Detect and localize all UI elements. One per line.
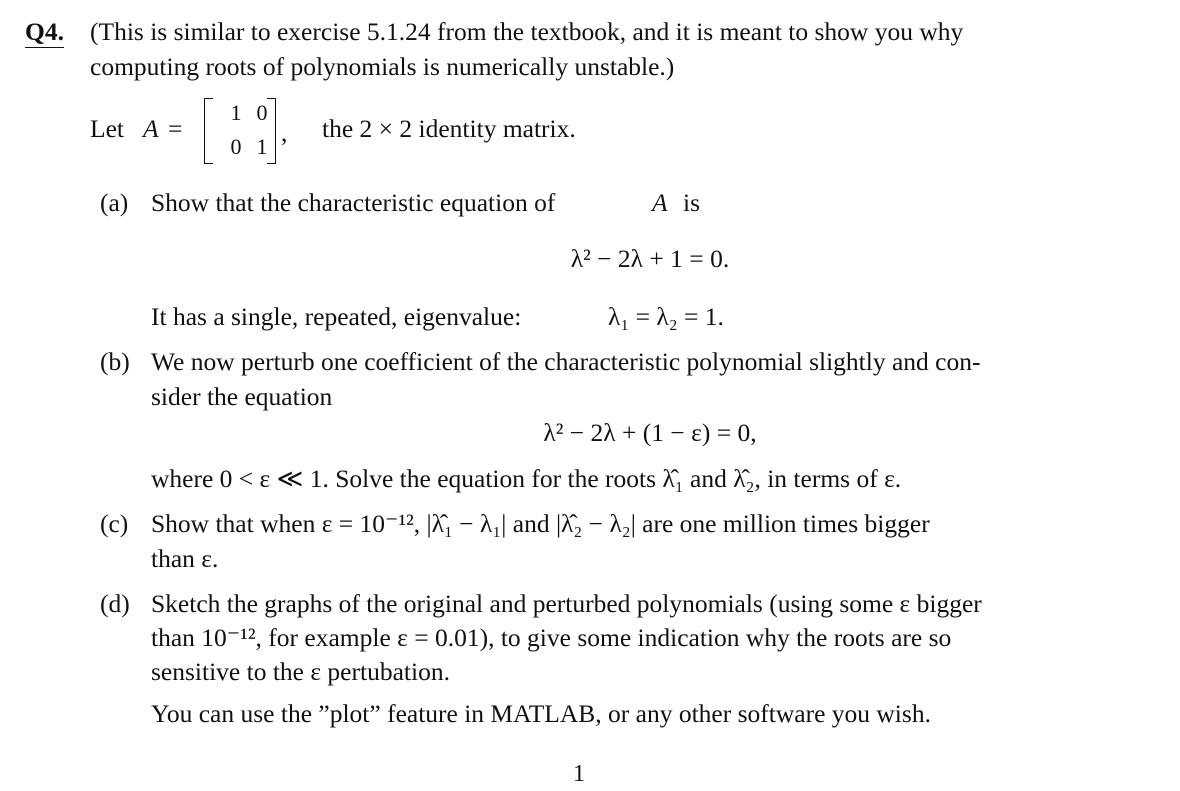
identity-matrix (204, 98, 276, 164)
part-a-text-end: is (683, 188, 701, 217)
part-a-followup-math: λ₁ = λ₂ = 1. (608, 302, 724, 331)
question-intro-line1: (This is similar to exercise 5.1.24 from the textbook, and it is meant to show you why (90, 17, 964, 46)
part-b-line2: sider the equation (151, 382, 333, 411)
matrix-left-bracket (204, 98, 213, 164)
part-c-label: (c) (100, 509, 129, 538)
matrix-cell: 0 (256, 100, 268, 125)
let-text: Let (90, 114, 124, 143)
part-b-equation (440, 416, 860, 449)
matrix-cell: 1 (230, 100, 242, 125)
part-a-equation (440, 242, 860, 275)
var-a: A (143, 114, 159, 143)
matrix-comma: , (281, 118, 288, 147)
part-d-line3: sensitive to the ε pertubation. (151, 657, 450, 686)
matrix-cell: 1 (256, 134, 268, 159)
part-a-var: A (652, 188, 668, 217)
matrix-cell: 0 (230, 134, 242, 159)
matrix-right-bracket (267, 98, 276, 164)
part-b-line1: We now perturb one coefficient of the characteristic polynomial slightly and con- (151, 347, 981, 376)
part-a-equation-text: λ² − 2λ + 1 = 0. (570, 244, 730, 273)
part-c-line1: Show that when ε = 10⁻¹², |λ̂₁ − λ₁| and |λ̂₂ − λ₂| are one million times bigger (151, 509, 930, 538)
part-a-followup-prefix: It has a single, repeated, eigenvalue: (151, 302, 522, 331)
part-a-label: (a) (100, 188, 129, 217)
equals-sign: = (168, 114, 183, 143)
matrix-description: the 2 × 2 identity matrix. (322, 114, 576, 143)
part-c-line2: than ε. (151, 544, 219, 573)
part-d-line2: than 10⁻¹², for example ε = 0.01), to give some indication why the roots are so (151, 623, 952, 652)
part-b-where-line: where 0 < ε ≪ 1. Solve the equation for the roots λ̂₁ and λ̂₂, in terms of ε. (151, 464, 902, 493)
part-d-line4: You can use the ”plot” feature in MATLAB, or any other software you wish. (151, 699, 931, 728)
part-d-line1: Sketch the graphs of the original and perturbed polynomials (using some ε bigger (151, 589, 982, 618)
question-label: Q4. (25, 17, 64, 46)
part-b-equation-text: λ² − 2λ + (1 − ε) = 0, (543, 418, 757, 447)
page-number: 1 (573, 761, 585, 787)
part-b-label: (b) (100, 347, 130, 376)
part-a-text: Show that the characteristic equation of (151, 188, 556, 217)
question-intro-line2: computing roots of polynomials is numerically unstable.) (90, 52, 675, 81)
part-d-label: (d) (100, 589, 130, 618)
